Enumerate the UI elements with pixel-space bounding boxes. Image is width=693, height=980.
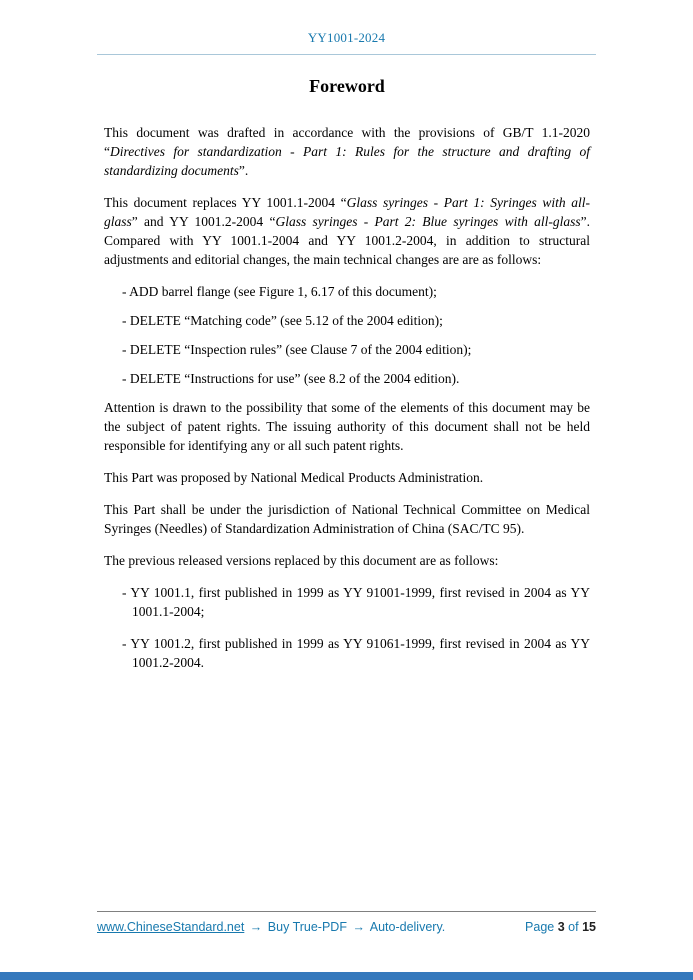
document-header (0, 0, 693, 55)
text-run: ”. Compared with YY 1001.1-2004 and YY 1001.2-2004, in addition to structural adjustments and editorial changes, the main technical changes are are as follows: (104, 214, 590, 267)
text-run: ”. (238, 163, 249, 178)
text-run-italic: Glass syringes - Part 2: Blue syringes with all-glass (275, 214, 581, 229)
change-item: - DELETE “Inspection rules” (see Clause 7 of the 2004 edition); (122, 342, 472, 357)
text-run: This document replaces YY 1001.1-2004 “ (104, 195, 347, 210)
footer-delivery-label: Auto-delivery. (369, 920, 446, 934)
page-label: Page (525, 920, 555, 934)
page-current: 3 (557, 920, 565, 934)
version-item: - YY 1001.1, first published in 1999 as YY 91001-1999, first revised in 2004 as YY 1001.1-2004; (122, 585, 590, 619)
footer-website-link[interactable]: www.ChineseStandard.net (97, 920, 245, 934)
paragraph-proposed-by: This Part was proposed by National Medical Products Administration. (104, 470, 484, 485)
text-run-italic: Directives for standardization - Part 1: Rules for the structure and drafting of standardizing documents (104, 144, 590, 178)
page-total: 15 (582, 920, 596, 934)
change-item: - DELETE “Instructions for use” (see 8.2 of the 2004 edition). (122, 371, 460, 386)
technical-changes-list (104, 282, 590, 388)
paragraph-drafting (104, 123, 590, 180)
page-title: Foreword (309, 76, 385, 96)
footer-buy-label: Buy True-PDF (267, 920, 347, 934)
footer-left (97, 920, 445, 934)
paragraph-patent-notice: Attention is drawn to the possibility that some of the elements of this document may be the subject of patent rights. The issuing authority of this document shall not be held responsible for identifying any or all such patent rights. (104, 400, 590, 453)
doc-number: YY1001-2024 (307, 30, 386, 45)
bottom-blue-bar (0, 972, 693, 980)
page-indicator (525, 920, 596, 934)
change-item: - ADD barrel flange (see Figure 1, 6.17 of this document); (122, 284, 437, 299)
previous-versions-list (104, 583, 590, 672)
paragraph-replaces (104, 193, 590, 269)
document-body (104, 76, 590, 685)
document-footer (97, 911, 596, 934)
header-divider (97, 54, 596, 55)
paragraph-jurisdiction: This Part shall be under the jurisdiction of National Technical Committee on Medical Syringes (Needles) of Standardization Administration of China (SAC/TC 95). (104, 502, 590, 536)
text-run: ” and YY 1001.2-2004 “ (131, 214, 276, 229)
text-run: This document was drafted in accordance with the provisions of GB/T 1.1-2020 “ (104, 125, 590, 159)
paragraph-previous-versions: The previous released versions replaced by this document are as follows: (104, 553, 499, 568)
change-item: - DELETE “Matching code” (see 5.12 of the 2004 edition); (122, 313, 443, 328)
text-run-italic: Glass syringes - Part 1: Syringes with all-glass (104, 195, 590, 229)
arrow-right-icon: → (352, 920, 365, 934)
of-label: of (568, 920, 579, 934)
version-item: - YY 1001.2, first published in 1999 as YY 91061-1999, first revised in 2004 as YY 1001.2-2004. (122, 636, 590, 670)
arrow-right-icon: → (249, 920, 263, 934)
